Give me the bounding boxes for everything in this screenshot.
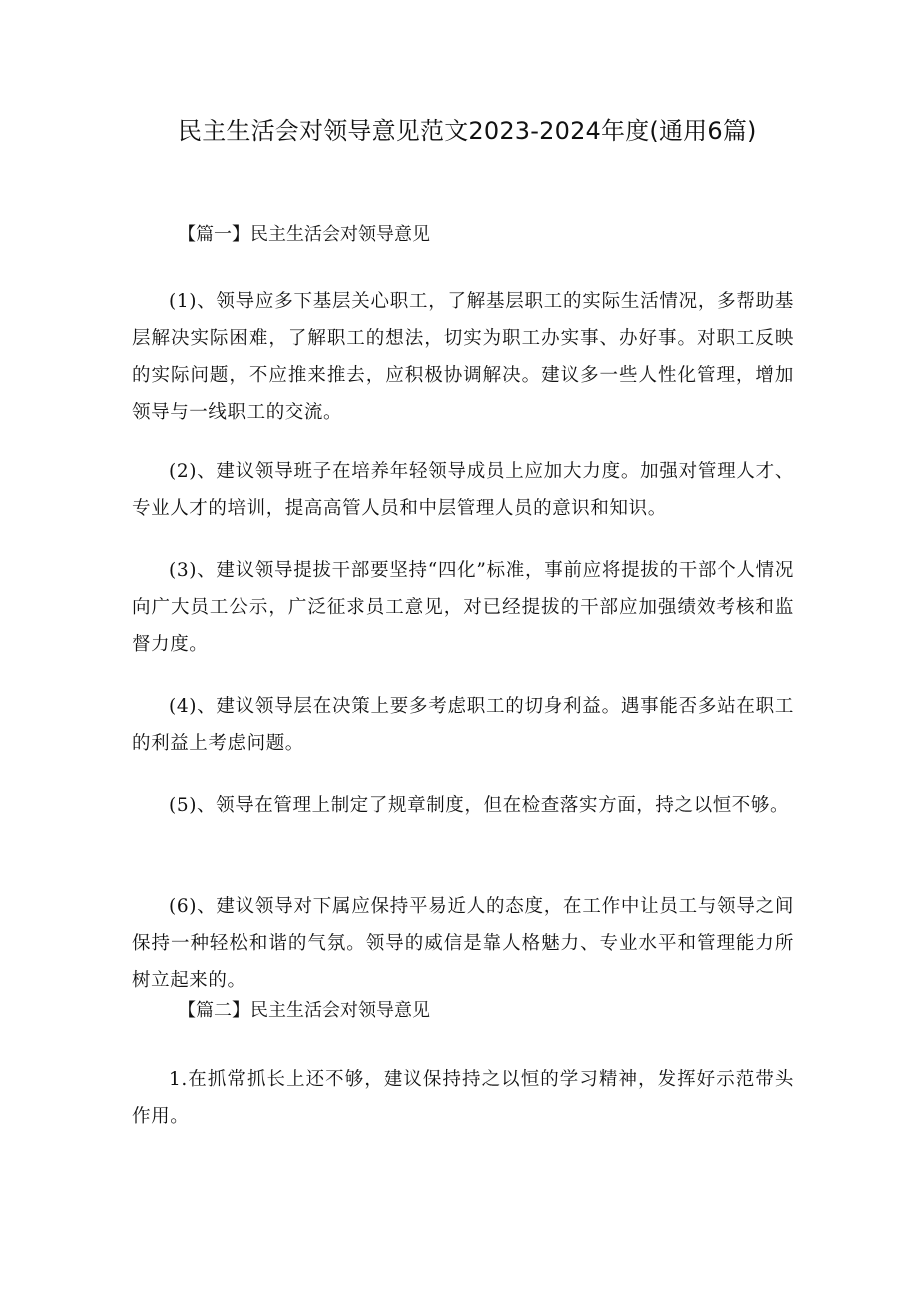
section-heading-2: 【篇二】民主生活会对领导意见 <box>178 1000 430 1021</box>
paragraph-1-3: (3)、建议领导提拔干部要坚持“四化”标准，事前应将提拔的干部个人情况向广大员工公示，广泛征求员工意见，对已经提拔的干部应加强绩效考核和监督力度。 <box>132 560 794 655</box>
paragraph-1-6: (6)、建议领导对下属应保持平易近人的态度，在工作中让员工与领导之间保持一种轻松和谐的气氛。领导的威信是靠人格魅力、专业水平和管理能力所树立起来的。 <box>132 896 794 991</box>
paragraph-2-1: 1.在抓常抓长上还不够，建议保持持之以恒的学习精神，发挥好示范带头作用。 <box>132 1069 794 1127</box>
paragraph-1-2: (2)、建议领导班子在培养年轻领导成员上应加大力度。加强对管理人才、专业人才的培训，提高高管人员和中层管理人员的意识和知识。 <box>132 461 794 519</box>
section-heading-1: 【篇一】民主生活会对领导意见 <box>178 224 430 245</box>
document-title: 民主生活会对领导意见范文2023-2024年度(通用6篇) <box>178 117 757 145</box>
paragraph-1-1: (1)、领导应多下基层关心职工，了解基层职工的实际生活情况，多帮助基层解决实际困难，了解职工的想法，切实为职工办实事、办好事。对职工反映的实际问题，不应推来推去，应积极协调解决。建议多一些人性化管理，增加领导与一线职工的交流。 <box>132 291 794 423</box>
paragraph-1-5: (5)、领导在管理上制定了规章制度，但在检查落实方面，持之以恒不够。 <box>169 795 790 816</box>
paragraph-1-4: (4)、建议领导层在决策上要多考虑职工的切身利益。遇事能否多站在职工的利益上考虑问题。 <box>132 696 794 754</box>
